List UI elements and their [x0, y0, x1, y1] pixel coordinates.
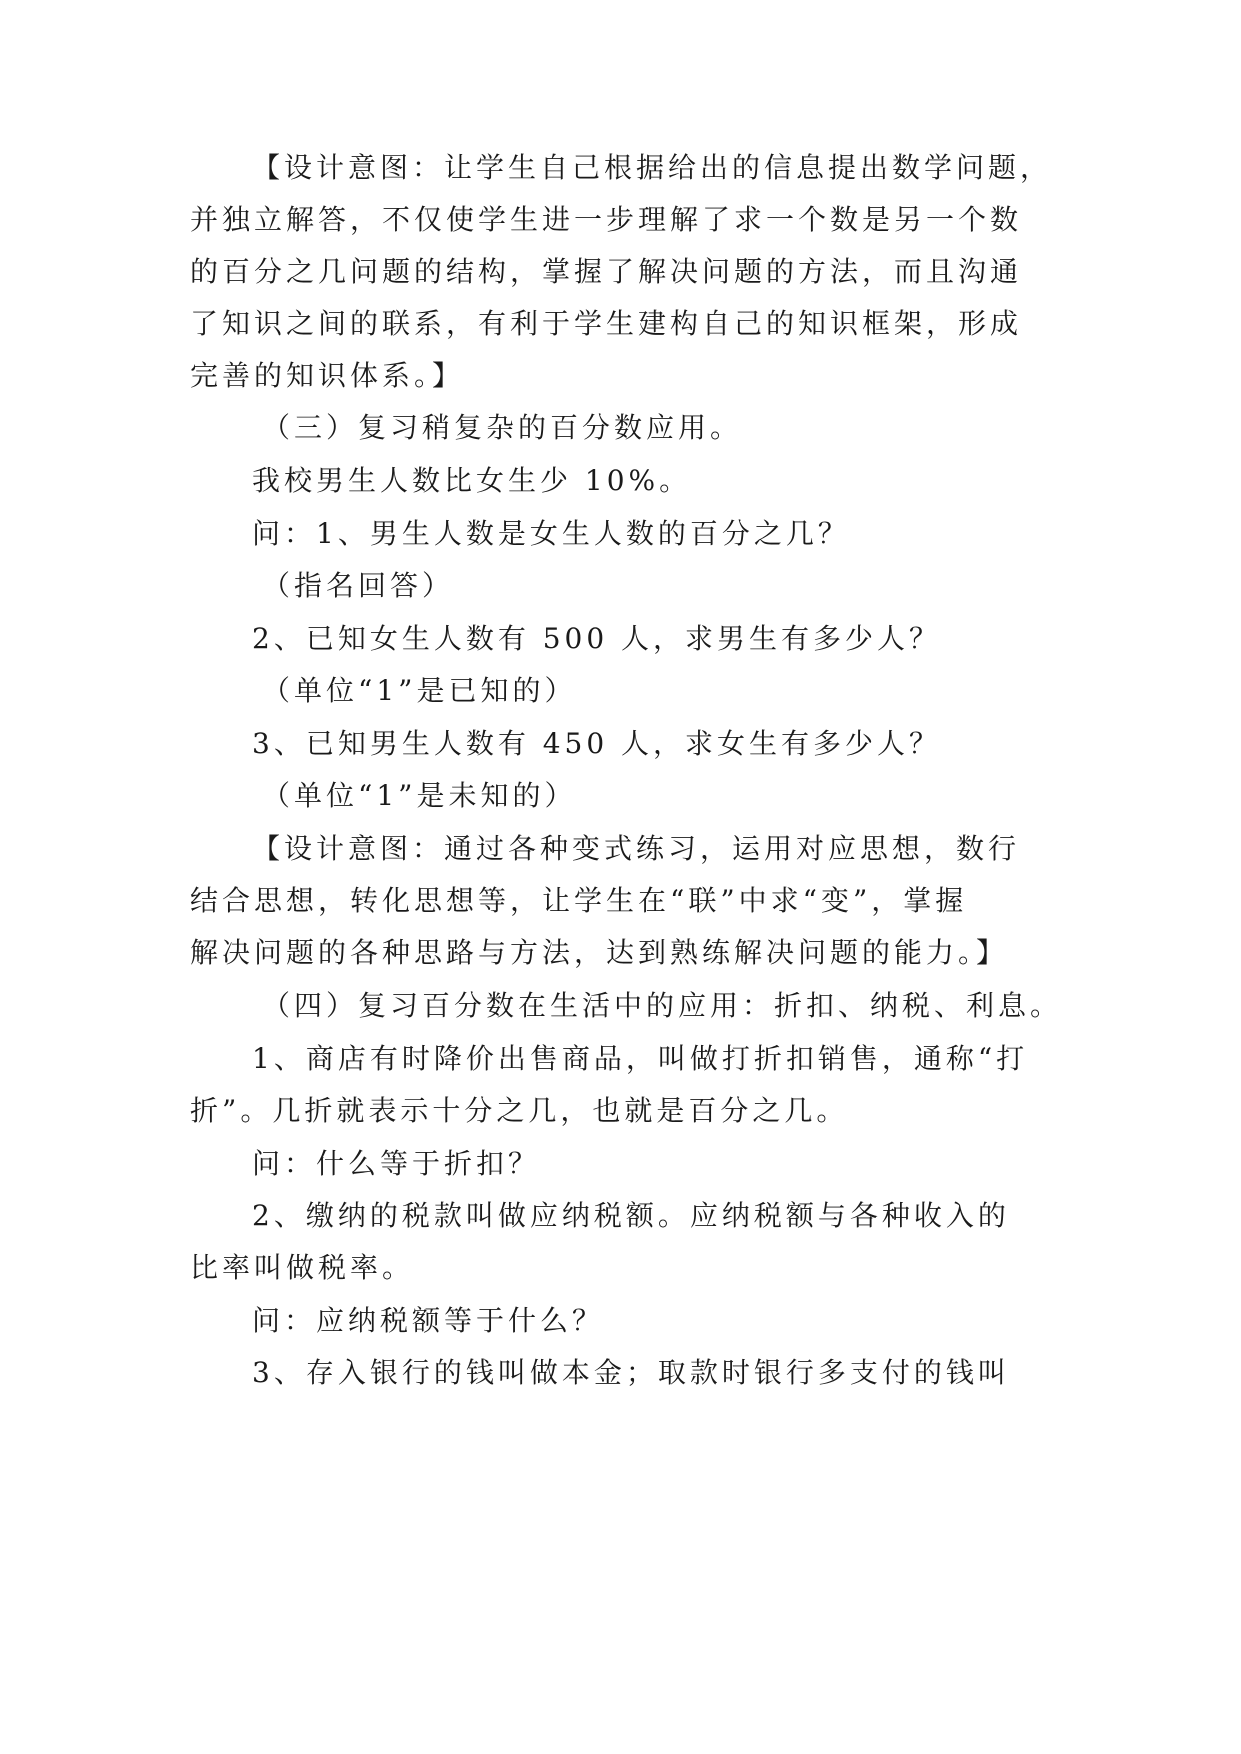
section-heading: （三）复习稍复杂的百分数应用。: [262, 411, 743, 444]
question-line: 2、已知女生人数有 500 人，求男生有多少人？: [252, 622, 942, 655]
paragraph-line: 【设计意图：通过各种变式练习，运用对应思想，数行: [252, 832, 1021, 865]
question-line: 问：什么等于折扣？: [252, 1147, 541, 1180]
section-heading: （四）复习百分数在生活中的应用：折扣、纳税、利息。: [262, 989, 1063, 1022]
note-line: （单位“1”是已知的）: [262, 674, 577, 707]
note-line: （单位“1”是未知的）: [262, 779, 577, 812]
paragraph-line: 2、缴纳的税款叫做应纳税额。应纳税额与各种收入的: [252, 1199, 1010, 1232]
paragraph-line: 结合思想，转化思想等，让学生在“联”中求“变”，掌握: [190, 884, 968, 917]
paragraph-line: 1、商店有时降价出售商品，叫做打折扣销售，通称“打: [252, 1042, 1029, 1075]
question-line: 3、已知男生人数有 450 人，求女生有多少人？: [252, 727, 942, 760]
paragraph-line: 了知识之间的联系，有利于学生建构自己的知识框架，形成: [190, 307, 1023, 340]
question-line: 问：1、男生人数是女生人数的百分之几？: [252, 517, 850, 550]
question-line: 问：应纳税额等于什么？: [252, 1304, 605, 1337]
paragraph-line: 【设计意图：让学生自己根据给出的信息提出数学问题，: [252, 151, 1053, 184]
paragraph-line: 比率叫做税率。: [190, 1251, 415, 1284]
paragraph-line: 3、存入银行的钱叫做本金；取款时银行多支付的钱叫: [252, 1356, 1010, 1389]
paragraph-line: 完善的知识体系。】: [190, 359, 465, 392]
note-line: （指名回答）: [262, 569, 455, 602]
paragraph-line: 的百分之几问题的结构，掌握了解决问题的方法，而且沟通: [190, 255, 1023, 288]
paragraph-line: 解决问题的各种思路与方法，达到熟练解决问题的能力。】: [190, 936, 1009, 969]
paragraph-line: 我校男生人数比女生少 10%。: [252, 464, 692, 497]
paragraph-line: 并独立解答，不仅使学生进一步理解了求一个数是另一个数: [190, 203, 1023, 236]
paragraph-line: 折”。几折就表示十分之几，也就是百分之几。: [190, 1094, 849, 1127]
